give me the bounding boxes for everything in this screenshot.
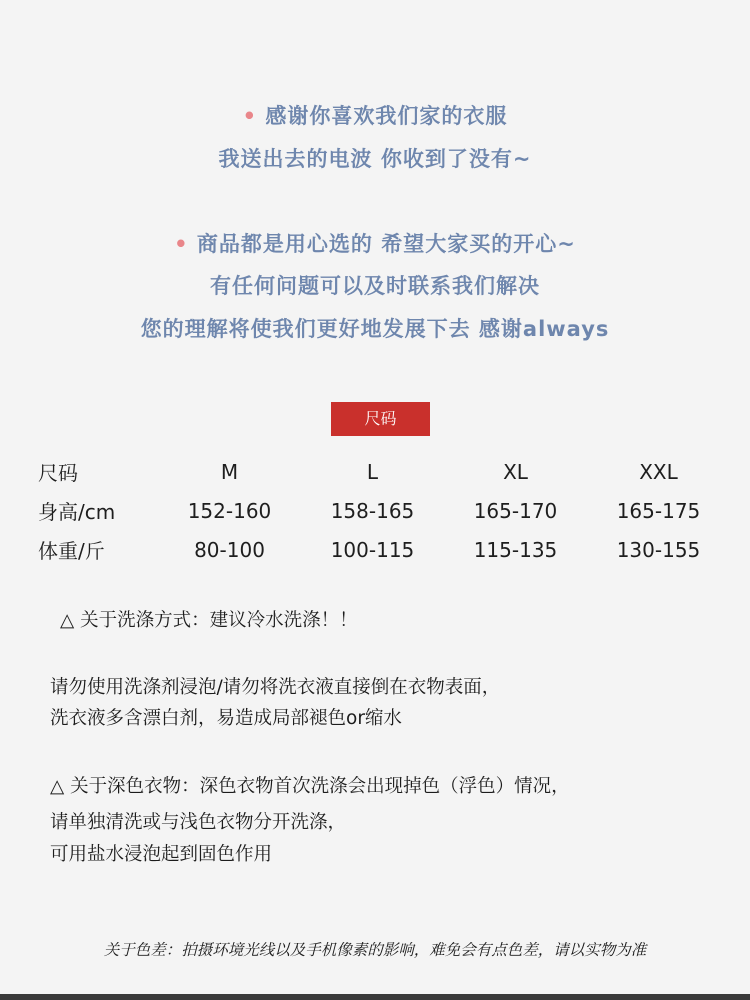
dark-clothes-line-3: 可用盐水浸泡起到固色作用 bbox=[50, 844, 273, 865]
intro-text-1: 感谢你喜欢我们家的衣服 bbox=[265, 104, 508, 128]
intro-line-1 bbox=[0, 100, 750, 130]
table-cell: 体重/斤 bbox=[38, 539, 105, 563]
table-header-cell: 尺码 bbox=[38, 461, 78, 485]
table-cell: 100-115 bbox=[330, 537, 415, 562]
table-cell: 115-135 bbox=[473, 537, 558, 562]
table-header-cell: L bbox=[366, 459, 379, 484]
washing-line-1: 请勿使用洗涤剂浸泡/请勿将洗衣液直接倒在衣物表面， bbox=[50, 677, 501, 698]
bullet-dot: • bbox=[242, 104, 258, 128]
intro-line-3 bbox=[0, 228, 750, 258]
intro-line-5: 您的理解将使我们更好地发展下去 感谢always bbox=[140, 317, 610, 341]
bottom-divider bbox=[0, 994, 750, 1000]
color-difference-note: 关于色差：拍摄环境光线以及手机像素的影响，难免会有点色差，请以实物为准 bbox=[103, 941, 647, 959]
washing-line-2: 洗衣液多含漂白剂，易造成局部褪色or缩水 bbox=[50, 708, 402, 729]
intro-line-2: 我送出去的电波 你收到了没有~ bbox=[218, 147, 532, 171]
table-header-row bbox=[30, 452, 730, 491]
intro-line-4: 有任何问题可以及时联系我们解决 bbox=[210, 274, 540, 298]
table-cell: 80-100 bbox=[194, 537, 265, 562]
table-cell: 158-165 bbox=[330, 498, 415, 523]
table-row bbox=[30, 530, 730, 569]
table-cell: 165-175 bbox=[616, 498, 701, 523]
dark-clothes-line-1: △ 关于深色衣物：深色衣物首次洗涤会出现掉色（浮色）情况， bbox=[50, 776, 570, 797]
table-header-cell: XXL bbox=[639, 459, 678, 484]
bullet-dot: • bbox=[174, 232, 189, 256]
table-cell: 152-160 bbox=[187, 498, 272, 523]
dark-clothes-line-2: 请单独清洗或与浅色衣物分开洗涤， bbox=[50, 812, 347, 833]
size-table bbox=[30, 452, 730, 569]
table-header-cell: XL bbox=[503, 459, 528, 484]
table-row bbox=[30, 491, 730, 530]
table-header-cell: M bbox=[220, 459, 239, 484]
table-cell: 165-170 bbox=[473, 498, 558, 523]
washing-title: △ 关于洗涤方式：建议冷水洗涤！！ bbox=[60, 610, 358, 631]
size-badge: 尺码 bbox=[331, 402, 430, 436]
table-cell: 130-155 bbox=[616, 537, 701, 562]
table-cell: 身高/cm bbox=[38, 500, 116, 524]
intro-text-3: 商品都是用心选的 希望大家买的开心~ bbox=[196, 232, 576, 256]
